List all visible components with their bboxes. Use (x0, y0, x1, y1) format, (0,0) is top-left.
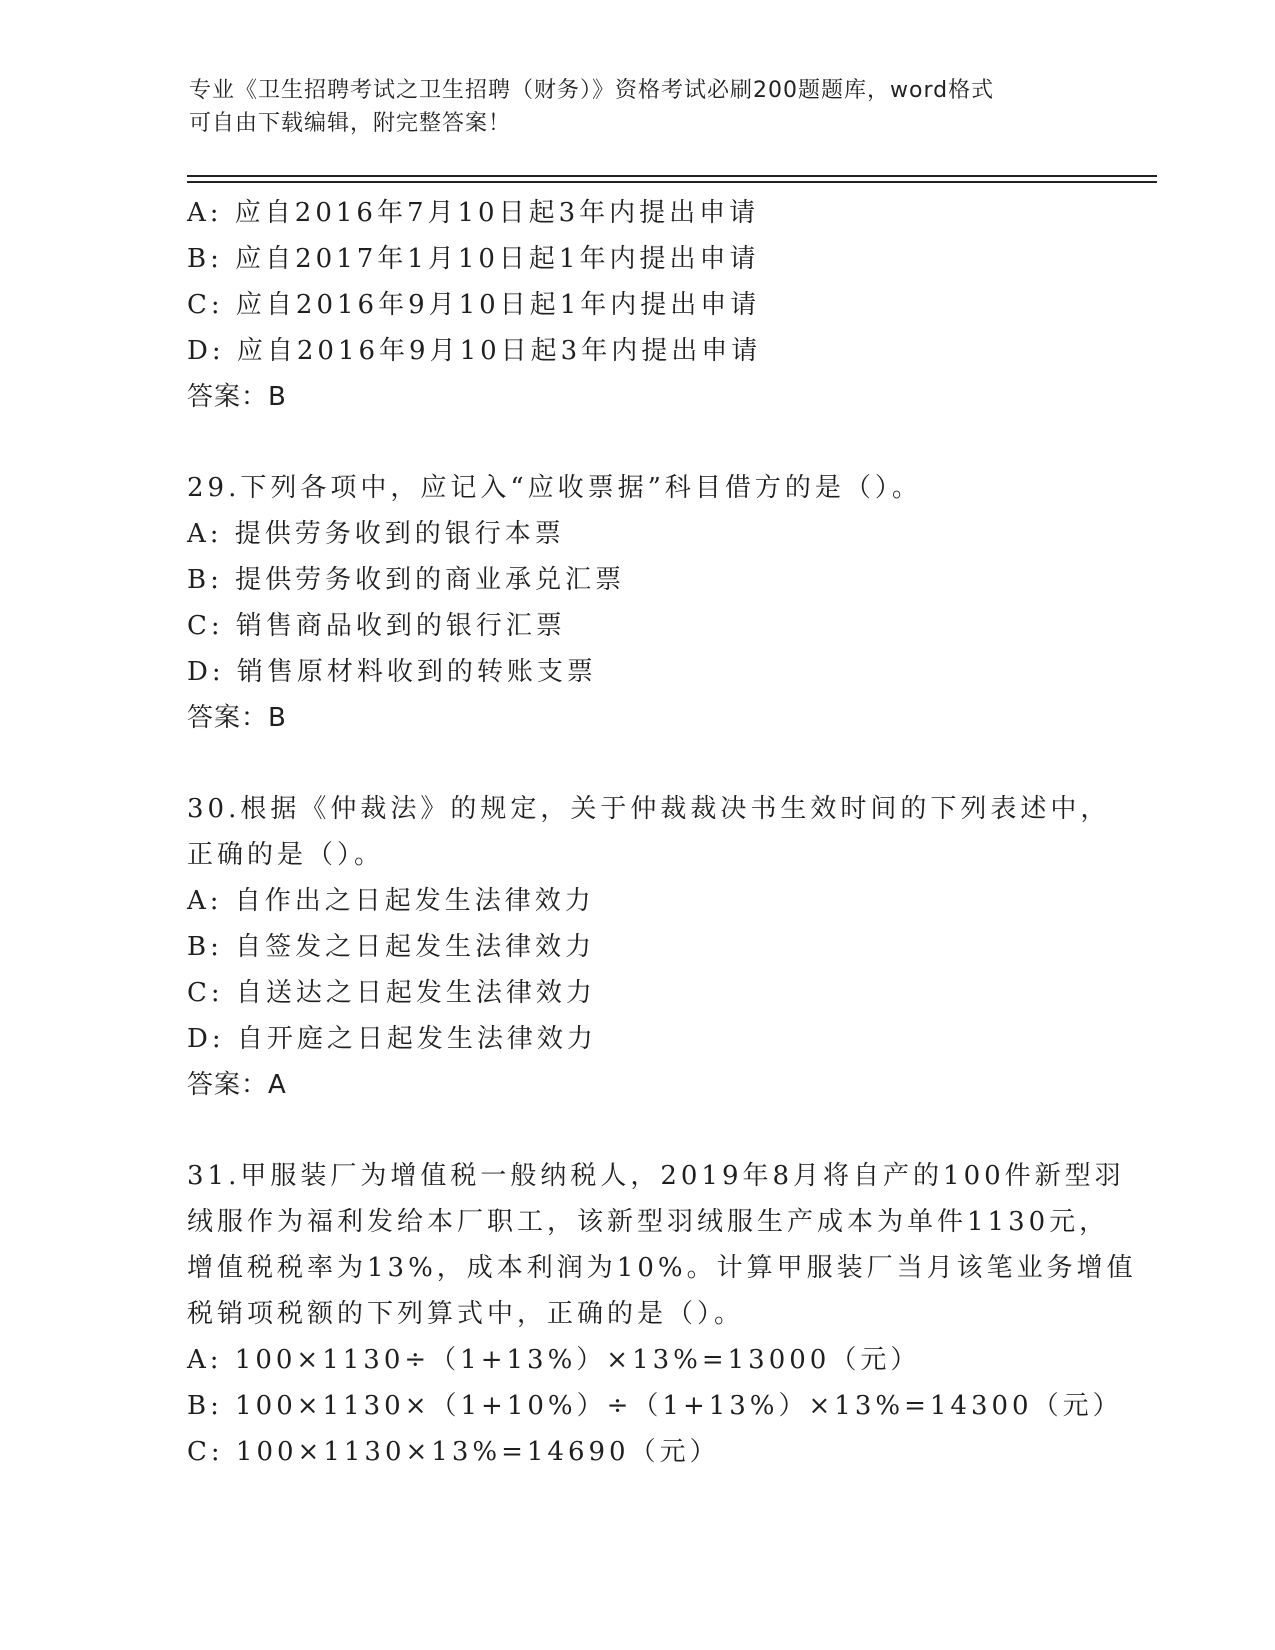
option-a: A: 自作出之日起发生法律效力 (187, 886, 595, 916)
header-line-2: 可自由下载编辑，附完整答案！ (189, 111, 512, 136)
option-d: D: 应自2016年9月10日起3年内提出申请 (187, 336, 762, 366)
option-b: B: 100×1130×（1+10%）÷（1+13%）×13%=14300（元） (187, 1391, 1123, 1421)
option-b: B: 应自2017年1月10日起1年内提出申请 (187, 244, 760, 274)
option-a: A: 100×1130÷（1+13%）×13%=13000（元） (187, 1345, 921, 1375)
answer: 答案：B (187, 382, 287, 412)
option-a: A: 应自2016年7月10日起3年内提出申请 (187, 198, 760, 228)
question-stem-line-2: 绒服作为福利发给本厂职工，该新型羽绒服生产成本为单件1130元， (187, 1207, 1110, 1237)
question-31 (187, 1153, 1137, 1475)
option-a: A: 提供劳务收到的银行本票 (187, 519, 565, 549)
question-30 (187, 786, 1111, 1108)
question-list (187, 190, 1137, 1475)
question-29 (187, 465, 1087, 741)
header-divider-top (187, 175, 1157, 177)
question-stem-line-1: 31.甲服装厂为增值税一般纳税人，2019年8月将自产的100件新型羽 (187, 1161, 1125, 1191)
option-c: C: 自送达之日起发生法律效力 (187, 978, 596, 1008)
header-line-1: 专业《卫生招聘考试之卫生招聘（财务）》资格考试必刷200题题库，word格式 (189, 78, 995, 103)
option-d: D: 自开庭之日起发生法律效力 (187, 1024, 597, 1054)
option-b: B: 提供劳务收到的商业承兑汇票 (187, 565, 626, 595)
option-d: D: 销售原材料收到的转账支票 (187, 657, 597, 687)
option-c: C: 应自2016年9月10日起1年内提出申请 (187, 290, 761, 320)
header-divider-bottom (187, 181, 1157, 183)
question-stem-line-1: 30.根据《仲裁法》的规定，关于仲裁裁决书生效时间的下列表述中， (187, 794, 1111, 824)
answer: 答案：B (187, 703, 287, 733)
answer: 答案：A (187, 1070, 287, 1100)
spacer (187, 1108, 1087, 1153)
question-28 (187, 190, 1087, 420)
question-stem-line-4: 税销项税额的下列算式中，正确的是（）。 (187, 1299, 745, 1329)
spacer (187, 741, 1087, 786)
option-c: C: 销售商品收到的银行汇票 (187, 611, 566, 641)
question-stem: 29.下列各项中，应记入“应收票据”科目借方的是（）。 (187, 473, 922, 503)
option-c: C: 100×1130×13%=14690（元） (187, 1437, 720, 1467)
spacer (187, 420, 1087, 465)
option-b: B: 自签发之日起发生法律效力 (187, 932, 596, 962)
question-stem-line-3: 增值税税率为13%，成本利润为10%。计算甲服装厂当月该笔业务增值 (187, 1253, 1137, 1283)
document-header (189, 74, 1089, 140)
question-stem-line-2: 正确的是（）。 (187, 840, 385, 870)
